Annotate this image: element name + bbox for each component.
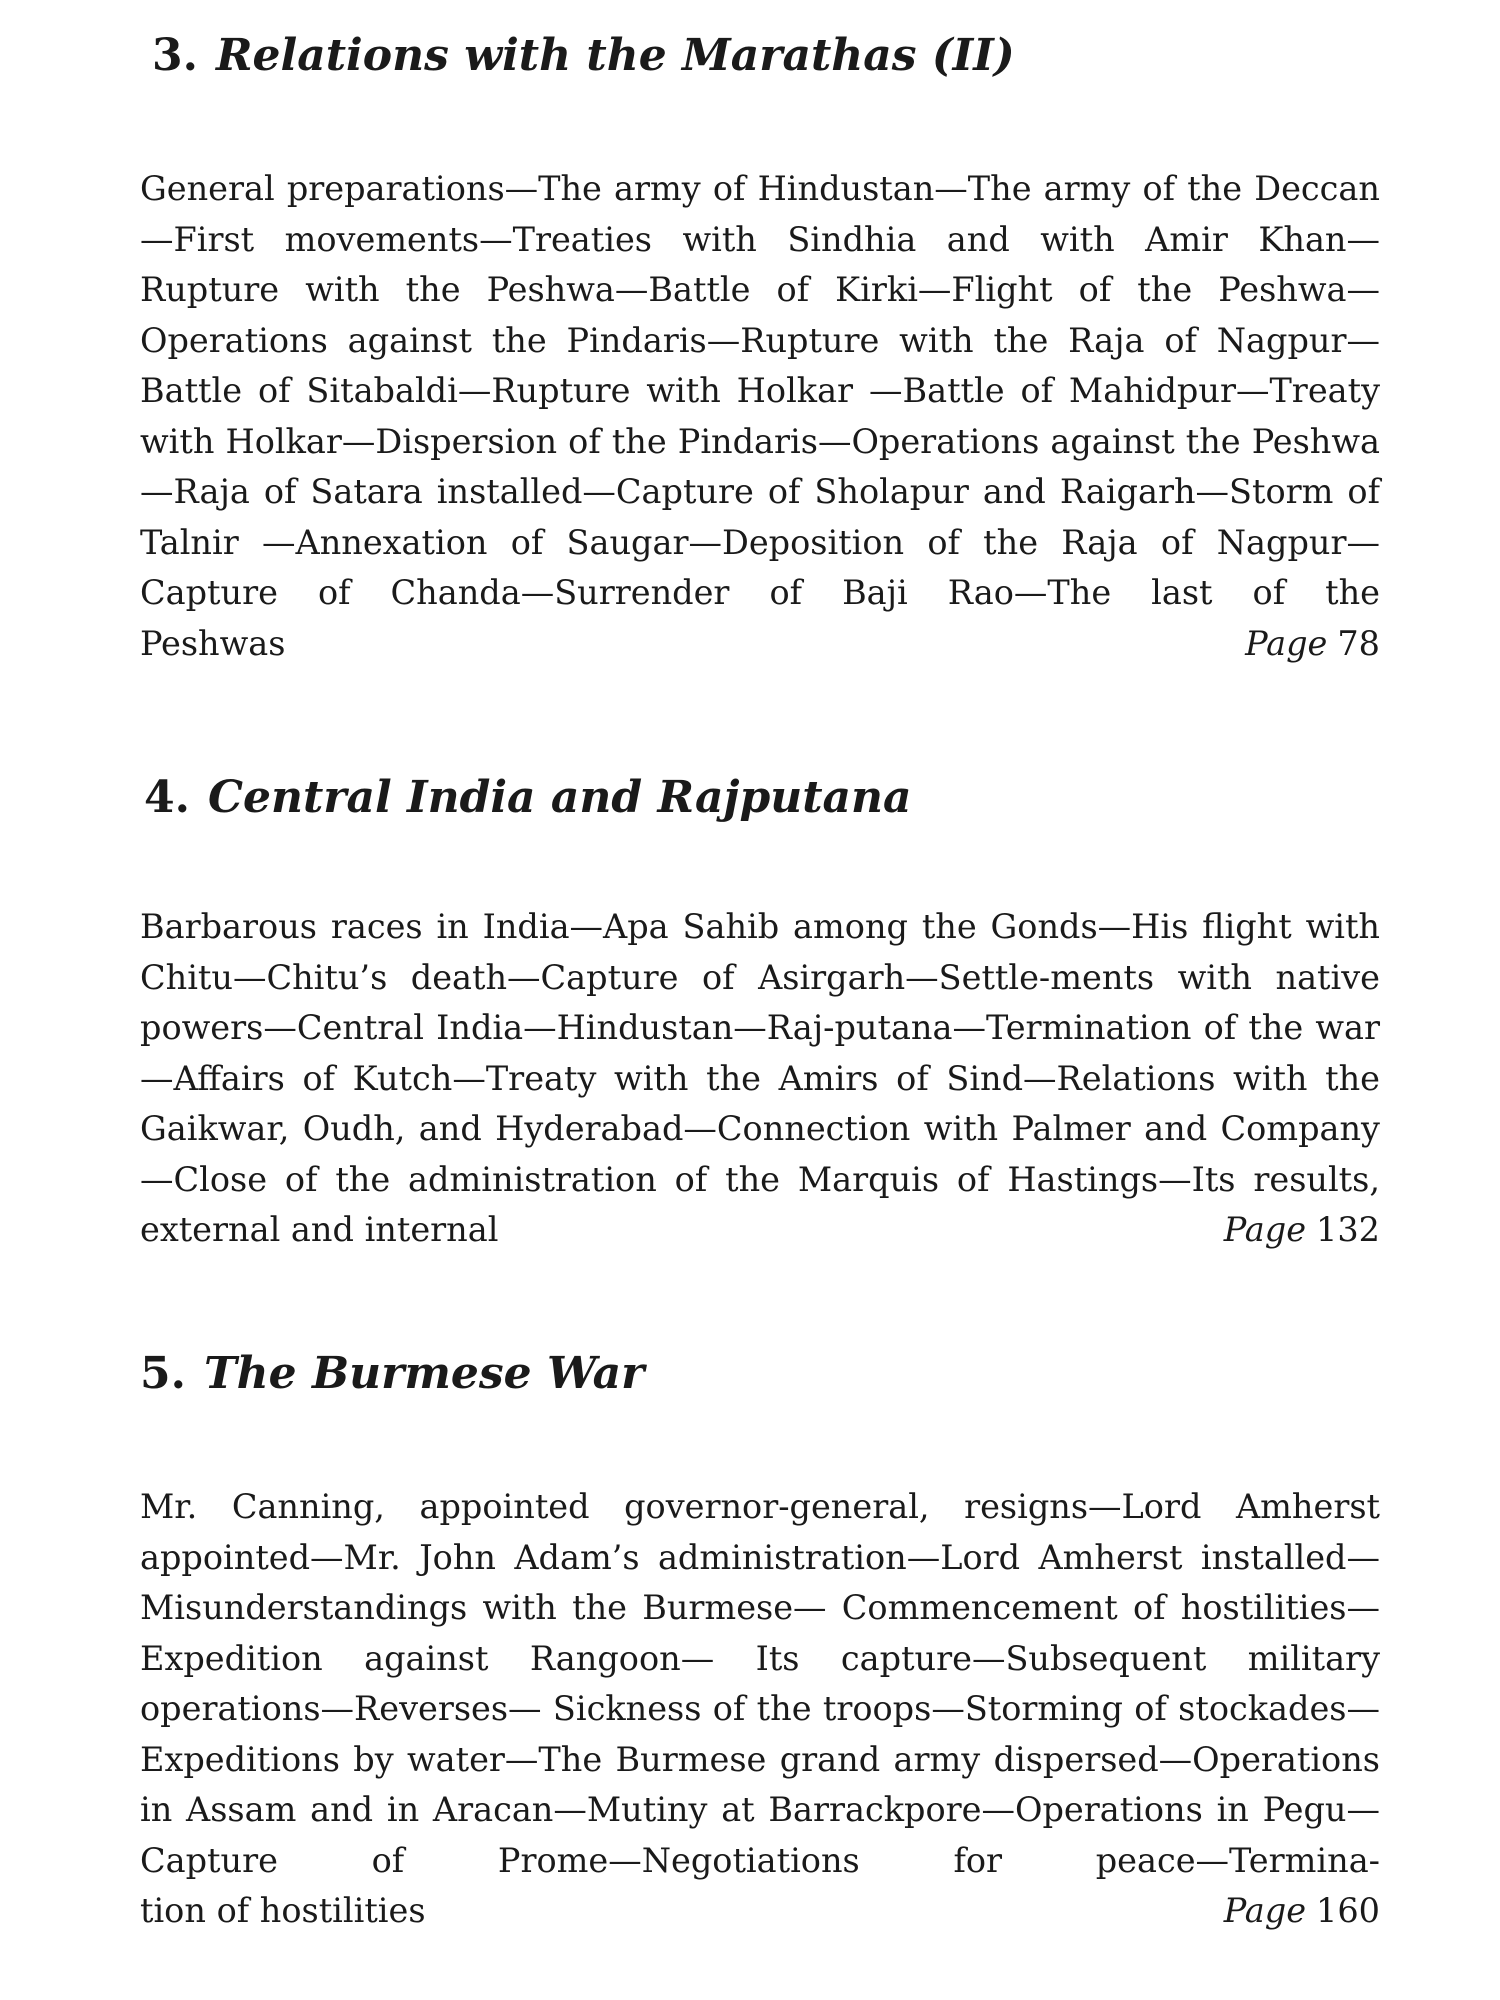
section-title: Relations with the Marathas (II) <box>215 30 1015 81</box>
section-synopsis: Barbarous races in India—Apa Sahib among the Gonds—His flight with Chitu—Chitu’s death—Capture of Asirgarh—Settle-ments with native powers—Central India—Hindustan—Raj-putana—Termination of the war—Affairs of Kutch—Treaty with the Amirs of Sind—Relations with the Gaikwar, Oudh, and Hyderabad—Connection with Palmer and Company—Close of the administration of the Marquis of Hastings—Its results, <box>140 907 1380 1199</box>
section-title: The Burmese War <box>203 1348 645 1399</box>
page-reference <box>1224 1205 1380 1256</box>
section-3 <box>140 28 1380 669</box>
section-last-line <box>140 619 1380 670</box>
section-number: 5. <box>140 1348 186 1399</box>
section-number: 4. <box>144 772 190 823</box>
section-last-line <box>140 1205 1380 1256</box>
page-number: 78 <box>1337 623 1380 663</box>
section-heading <box>140 1346 1380 1402</box>
section-heading <box>152 28 1380 84</box>
synopsis-last-line: external and internal <box>140 1210 499 1249</box>
synopsis-last-line: tion of hostilities <box>140 1891 426 1930</box>
section-last-line <box>140 1886 1380 1937</box>
section-number: 3. <box>152 30 198 81</box>
page-number: 132 <box>1316 1210 1380 1249</box>
section-title: Central India and Rajputana <box>207 772 912 823</box>
section-4 <box>140 770 1380 1256</box>
synopsis-last-line: Peshwas <box>140 623 286 663</box>
page-label: Page <box>1223 1210 1307 1249</box>
section-5 <box>140 1346 1380 1937</box>
section-heading <box>144 770 1380 826</box>
section-synopsis: General preparations—The army of Hindustan—The army of the Deccan—First movements—Treaties with Sindhia and with Amir Khan—Rupture with the Peshwa—Battle of Kirki—Flight of the Peshwa—Operations against the Pindaris—Rupture with the Raja of Nagpur—Battle of Sitabaldi—Rupture with Holkar —Battle of Mahidpur—Treaty with Holkar—Dispersion of the Pindaris—Operations against the Peshwa—Raja of Satara installed—Capture of Sholapur and Raigarh—Storm of Talnir —Annexation of Saugar—Deposition of the Raja of Nagpur— Capture of Chanda—Surrender of Baji Rao—The last of the <box>140 169 1380 612</box>
page-number: 160 <box>1316 1891 1380 1930</box>
page-label: Page <box>1223 1891 1307 1930</box>
section-synopsis: Mr. Canning, appointed governor-general, resigns—Lord Amherst appointed—Mr. John Adam’s administration—Lord Amherst installed—Misunderstandings with the Burmese— Commencement of hostilities—Expedition against Rangoon— Its capture—Subsequent military operations—Reverses— Sickness of the troops—Storming of stockades—Expeditions by water—The Burmese grand army dispersed—Operations in Assam and in Aracan—Mutiny at Barrackpore—Operations in Pegu—Capture of Prome—Negotiations for peace—Termina- <box>140 1487 1380 1880</box>
page-reference <box>1224 1886 1380 1937</box>
page-label: Page <box>1245 623 1328 663</box>
page-reference <box>1245 619 1380 670</box>
